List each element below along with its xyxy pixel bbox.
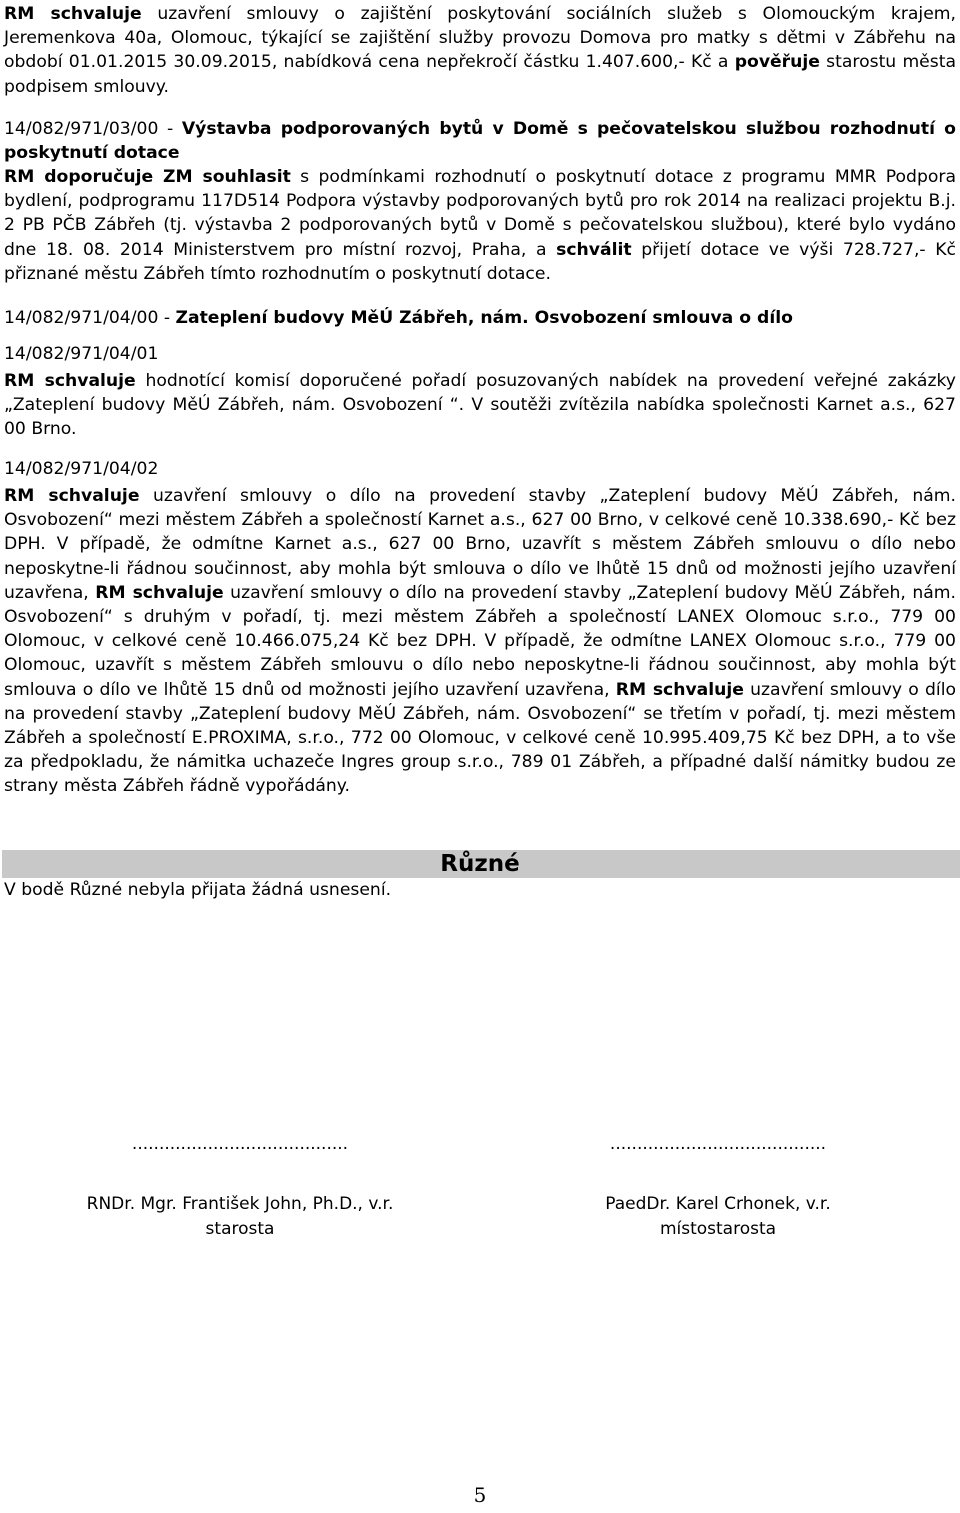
signature-right-dots: ........................................ <box>609 1134 827 1154</box>
resolution-text: přijetí dotace ve výši 728.727,- Kč přiznané městu Zábřeh tímto rozhodnutím o poskytnutí dotace. <box>4 239 956 284</box>
signature-left-role: starosta <box>205 1219 275 1239</box>
resolution-text: uzavření smlouvy o dílo na provedení stavby „Zateplení budovy MěÚ Zábřeh, nám. Osvobození“ mezi městem Zábřeh a společností Karnet a.s., 627 00 Brno, v celkové ceně 10.338.690,- Kč bez DPH. V případě, že odmítne Karnet a.s., 627 00 Brno, uzavřít s městem Zábřeh smlouvu o dílo nebo neposkytne-li řádnou součinnost, aby mohla být smlouva o dílo ve lhůtě 15 dnů od možnosti jejího uzavření uzavřena, <box>4 486 956 603</box>
resolution-text: s podmínkami rozhodnutí o poskytnutí dotace z programu MMR Podpora bydlení, podprogramu 117D514 Podpora výstavby podporovaných bytů pro rok 2014 na realizaci projektu B.j. 2 PB PČB Zábřeh (tj. výstavba 2 podporovaných bytů v Domě s pečovatelskou službou), které bylo vydáno dne 18. 08. 2014 Ministerstvem pro místní rozvoj, Praha, a <box>4 167 956 260</box>
sub-item-number <box>4 457 956 481</box>
signature-right-name: PaedDr. Karel Crhonek, v.r. <box>605 1194 831 1214</box>
page-number: 5 <box>473 1483 487 1507</box>
item-number: 14/082/971/04/02 <box>4 459 159 479</box>
resolution-text: uzavření smlouvy o dílo na provedení stavby „Zateplení budovy MěÚ Zábřeh, nám. Osvobození“ se třetím v pořadí, tj. mezi městem Zábřeh a společností E.PROXIMA, s.r.o., 772 00 Olomouc, v celkové ceně 10.995.409,75 Kč bez DPH, a to vše za předpokladu, že námitka uchazeče Ingres group s.r.o., 789 01 Zábřeh, a případné další námitky budou ze strany města Zábřeh řádně vypořádány. <box>4 679 956 797</box>
section-title: Různé <box>440 851 520 877</box>
signature-left-dots: ........................................ <box>131 1134 349 1154</box>
signature-right-role: místostarosta <box>659 1219 777 1239</box>
resolution-verb: RM schvaluje <box>95 582 224 603</box>
item-heading-insulation <box>4 306 956 330</box>
item-number: 14/082/971/04/01 <box>4 344 159 364</box>
item-title: Výstavba podporovaných bytů v Domě s pečovatelskou službou rozhodnutí o poskytnutí dotace <box>4 119 956 164</box>
resolution-paragraph-subsidy <box>4 165 956 286</box>
resolution-paragraph-social-services <box>4 2 956 99</box>
sub-item-number <box>4 342 956 366</box>
misc-note-text: V bodě Různé nebyla přijata žádná usnesení. <box>4 880 392 900</box>
resolution-verb: RM schvaluje <box>4 371 136 391</box>
resolution-verb: RM schvaluje <box>4 486 140 506</box>
resolution-verb: RM doporučuje ZM souhlasit <box>4 167 291 187</box>
resolution-verb: schválit <box>556 239 632 260</box>
resolution-text: starostu města podpisem smlouvy. <box>4 52 956 97</box>
signature-left-name: RNDr. Mgr. František John, Ph.D., v.r. <box>86 1194 394 1214</box>
resolution-paragraph-contract <box>4 484 956 799</box>
resolution-verb: RM schvaluje <box>4 4 142 24</box>
resolution-text: uzavření smlouvy o zajištění poskytování sociálních služeb s Olomouckým krajem, Jeremenkova 40a, Olomouc, týkající se zajištění služby provozu Domova pro matky s dětmi v Zábřehu na období 01.01.2015 30.09.2015, nabídková cena nepřekročí částku 1.407.600,- Kč a <box>4 4 956 73</box>
resolution-paragraph-ranking <box>4 369 956 442</box>
item-heading-housing <box>4 117 956 165</box>
item-title: Zateplení budovy MěÚ Zábřeh, nám. Osvobození smlouva o dílo <box>175 308 793 328</box>
item-number: 14/082/971/03/00 - <box>4 119 182 139</box>
resolution-text: hodnotící komisí doporučené pořadí posuzovaných nabídek na provedení veřejné zakázky „Zateplení budovy MěÚ Zábřeh, nám. Osvobození “. V soutěži zvítězila nabídka společnosti Karnet a.s., 627 00 Brno. <box>4 371 956 440</box>
resolution-verb: pověřuje <box>734 52 820 73</box>
resolution-verb: RM schvaluje <box>615 679 744 700</box>
item-number: 14/082/971/04/00 - <box>4 308 176 328</box>
resolution-text: uzavření smlouvy o dílo na provedení stavby „Zateplení budovy MěÚ Zábřeh, nám. Osvobození“ s druhým v pořadí, tj. mezi městem Zábřeh a společností LANEX Olomouc s.r.o., 779 00 Olomouc, v celkové ceně 10.466.075,24 Kč bez DPH. V případě, že odmítne LANEX Olomouc s.r.o., 779 00 Olomouc, uzavřít s městem Zábřeh smlouvu o dílo nebo neposkytne-li řádnou součinnost, aby mohla být smlouva o dílo ve lhůtě 15 dnů od možnosti jejího uzavření uzavřena, <box>4 582 956 700</box>
misc-note <box>4 878 956 902</box>
